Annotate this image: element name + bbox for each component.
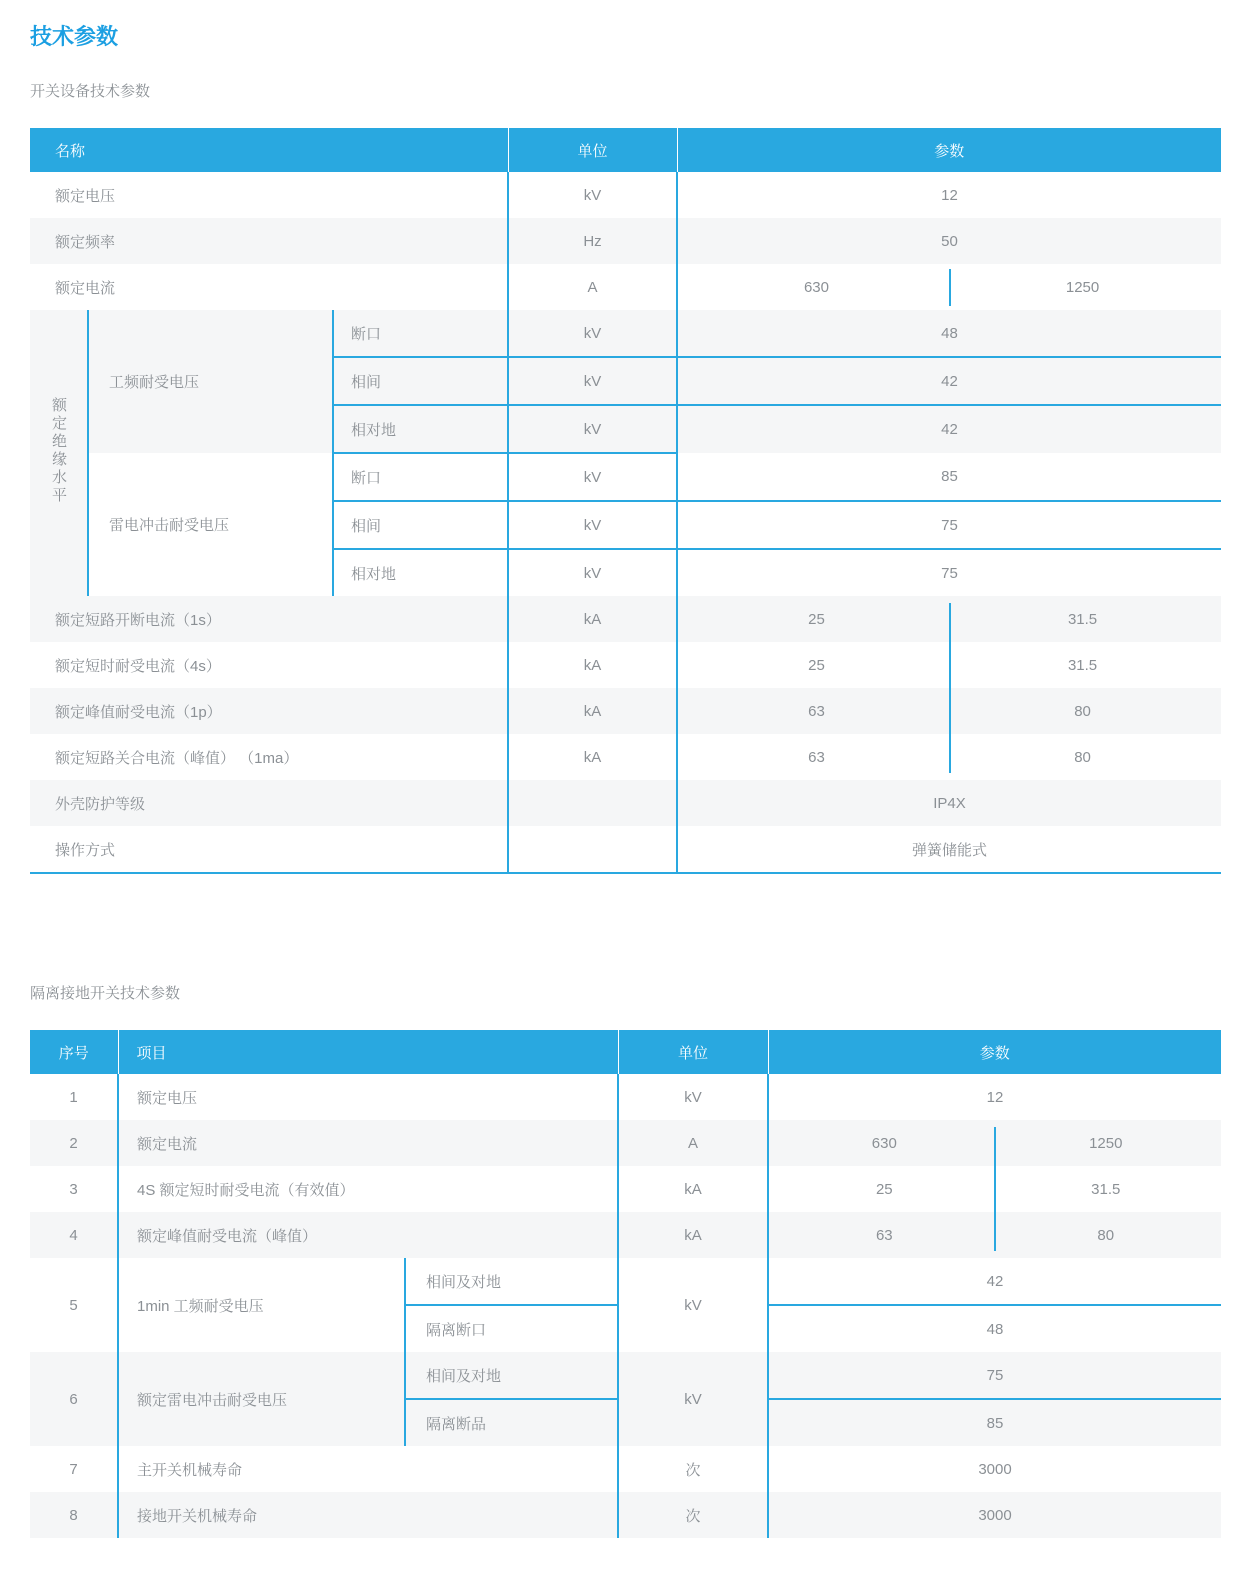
table-row [30,1446,1221,1492]
seq-cell: 8 [30,1492,118,1538]
seq-cell: 2 [30,1120,118,1166]
unit-cell: kV [508,501,677,549]
header-param: 参数 [768,1030,1221,1074]
param-value-left: 25 [875,1180,893,1198]
param-cell: 75 [677,549,1221,596]
sub-item-cell: 断口 [333,453,508,501]
table-header-row [30,128,1221,172]
name-cell: 额定短路关合电流（峰值） （1ma） [55,749,299,767]
param-value-left: 25 [808,656,825,674]
param-cell: 48 [941,324,958,342]
param-cell: 50 [941,232,958,250]
param-cell: 75 [677,501,1221,549]
seq-cell: 7 [30,1446,118,1492]
header-no: 序号 [30,1030,118,1074]
name-cell: 额定短时耐受电流（4s） [55,657,221,675]
page-title: 技术参数 [30,24,119,49]
header-unit: 单位 [618,1030,768,1074]
item-cell: 额定雷电冲击耐受电压 [137,1391,288,1409]
table-header-row [30,1030,1221,1074]
sub-item-cell: 相间及对地 [405,1258,618,1305]
name-cell: 外壳防护等级 [55,795,146,813]
table-row [30,1492,1221,1538]
unit-cell: kA [508,734,677,780]
unit-cell: kV [508,357,677,405]
value-divider-line [949,734,951,773]
value-divider-line [994,1212,996,1251]
param-cell: 3000 [978,1460,1012,1478]
name-cell: 操作方式 [30,826,508,873]
unit-cell: kV [508,172,677,218]
table-row [30,172,1221,218]
unit-cell: kA [618,1166,768,1212]
value-divider-line [949,688,951,734]
header-name: 名称 [30,128,508,172]
unit-cell: kV [508,405,677,453]
item-cell: 接地开关机械寿命 [137,1507,258,1525]
param-cell: 42 [986,1272,1004,1290]
seq-cell: 5 [30,1258,118,1352]
unit-cell: kA [618,1212,768,1258]
seq-cell: 3 [30,1166,118,1212]
param-cell: 48 [768,1305,1221,1352]
param-cell: 12 [986,1088,1004,1106]
earthing-switch-parameters-table [30,1030,1221,1538]
param-value-left: 630 [803,278,829,296]
param-cell: IP4X [933,794,966,812]
param-cell: 弹簧储能式 [677,826,1221,873]
param-value-right: 80 [1097,1226,1115,1244]
param-value-left: 25 [808,610,825,628]
sub-item-cell: 相间 [333,501,508,549]
param-value-left: 63 [808,748,825,766]
param-cell: 75 [986,1366,1004,1384]
param-value-right: 31.5 [1067,610,1098,628]
param-cell: 42 [677,405,1221,453]
header-unit: 单位 [508,128,677,172]
unit-cell: kA [508,642,677,688]
value-divider-line [949,269,951,306]
name-cell: 额定峰值耐受电流（1p） [55,703,222,721]
sub-item-cell: 相间 [333,357,508,405]
param-cell-dual [768,1166,1221,1212]
table-row [30,310,1221,357]
param-value-right: 31.5 [1091,1180,1121,1198]
table-row [30,1212,1221,1258]
table-row [30,453,1221,501]
unit-cell: kV [508,549,677,596]
name-cell: 额定短路开断电流（1s） [55,611,221,629]
item-cell: 1min 工频耐受电压 [137,1297,264,1315]
value-divider-line [949,603,951,642]
unit-cell [508,780,677,826]
param-cell: 85 [941,468,958,485]
param-value-right: 31.5 [1067,656,1098,674]
param-cell-dual [768,1120,1221,1166]
name-cell: 额定电流 [55,279,116,297]
header-item: 项目 [118,1030,618,1074]
param-value-right: 80 [1074,748,1091,766]
param-cell: 42 [677,357,1221,405]
sub-item-cell: 相对地 [333,405,508,453]
item-cell: 4S 额定短时耐受电流（有效值） [137,1181,355,1199]
unit-cell: kV [618,1258,768,1352]
table-row [30,1120,1221,1166]
unit-cell: kA [508,688,677,734]
insulation-vertical-label: 额定绝缘水平 [50,397,67,505]
param-value-right: 1250 [1065,278,1100,296]
sub-item-cell: 隔离断品 [405,1399,618,1446]
value-divider-line [994,1166,996,1212]
seq-cell: 6 [30,1352,118,1446]
unit-cell: kV [508,453,677,501]
table-row [30,826,1221,873]
table-row [30,642,1221,688]
item-cell: 主开关机械寿命 [137,1461,243,1479]
table-row [30,688,1221,734]
unit-cell: kA [508,596,677,642]
switchgear-parameters-table [30,128,1221,874]
sub-item-cell: 断口 [333,310,508,357]
unit-cell: 次 [618,1446,768,1492]
header-param: 参数 [677,128,1221,172]
unit-cell: 次 [618,1492,768,1538]
param-cell-dual [677,596,1221,642]
table-row [30,780,1221,826]
unit-cell: kV [618,1352,768,1446]
param-value-left: 630 [871,1134,897,1152]
param-cell-dual [677,734,1221,780]
param-cell-dual [677,642,1221,688]
param-cell: 12 [941,186,958,204]
switchgear-table-subtitle: 开关设备技术参数 [30,83,151,100]
param-value-left: 63 [875,1226,893,1244]
unit-cell: A [618,1120,768,1166]
unit-cell: kV [618,1074,768,1120]
table-row [30,1352,1221,1399]
param-cell-dual [677,264,1221,310]
param-value-left: 63 [808,702,825,720]
param-cell-dual [768,1212,1221,1258]
table-row [30,1166,1221,1212]
sub-item-cell: 相对地 [333,549,508,596]
name-cell: 额定频率 [55,233,116,251]
param-cell-dual [677,688,1221,734]
unit-cell [508,826,677,873]
sub-item-cell: 隔离断口 [405,1305,618,1352]
value-divider-line [994,1127,996,1166]
param-cell: 3000 [978,1506,1012,1524]
item-cell: 额定电流 [137,1135,198,1153]
table-row [30,1258,1221,1305]
unit-cell: A [508,264,677,310]
table-row [30,264,1221,310]
unit-cell: kV [508,310,677,357]
group-label-cell: 雷电冲击耐受电压 [88,453,333,596]
group-label-cell: 工频耐受电压 [88,310,333,453]
seq-cell: 4 [30,1212,118,1258]
table-row [30,596,1221,642]
name-cell: 额定电压 [55,187,116,205]
unit-cell: Hz [508,218,677,264]
table-row [30,218,1221,264]
sub-item-cell: 相间及对地 [405,1352,618,1399]
seq-cell: 1 [30,1074,118,1120]
value-divider-line [949,642,951,688]
item-cell: 额定峰值耐受电流（峰值） [137,1227,318,1245]
table-row [30,1074,1221,1120]
table-row [30,734,1221,780]
item-cell: 额定电压 [137,1089,198,1107]
param-cell: 85 [768,1399,1221,1446]
param-value-right: 80 [1074,702,1091,720]
earthing-switch-table-subtitle: 隔离接地开关技术参数 [30,985,181,1002]
param-value-right: 1250 [1089,1134,1123,1152]
